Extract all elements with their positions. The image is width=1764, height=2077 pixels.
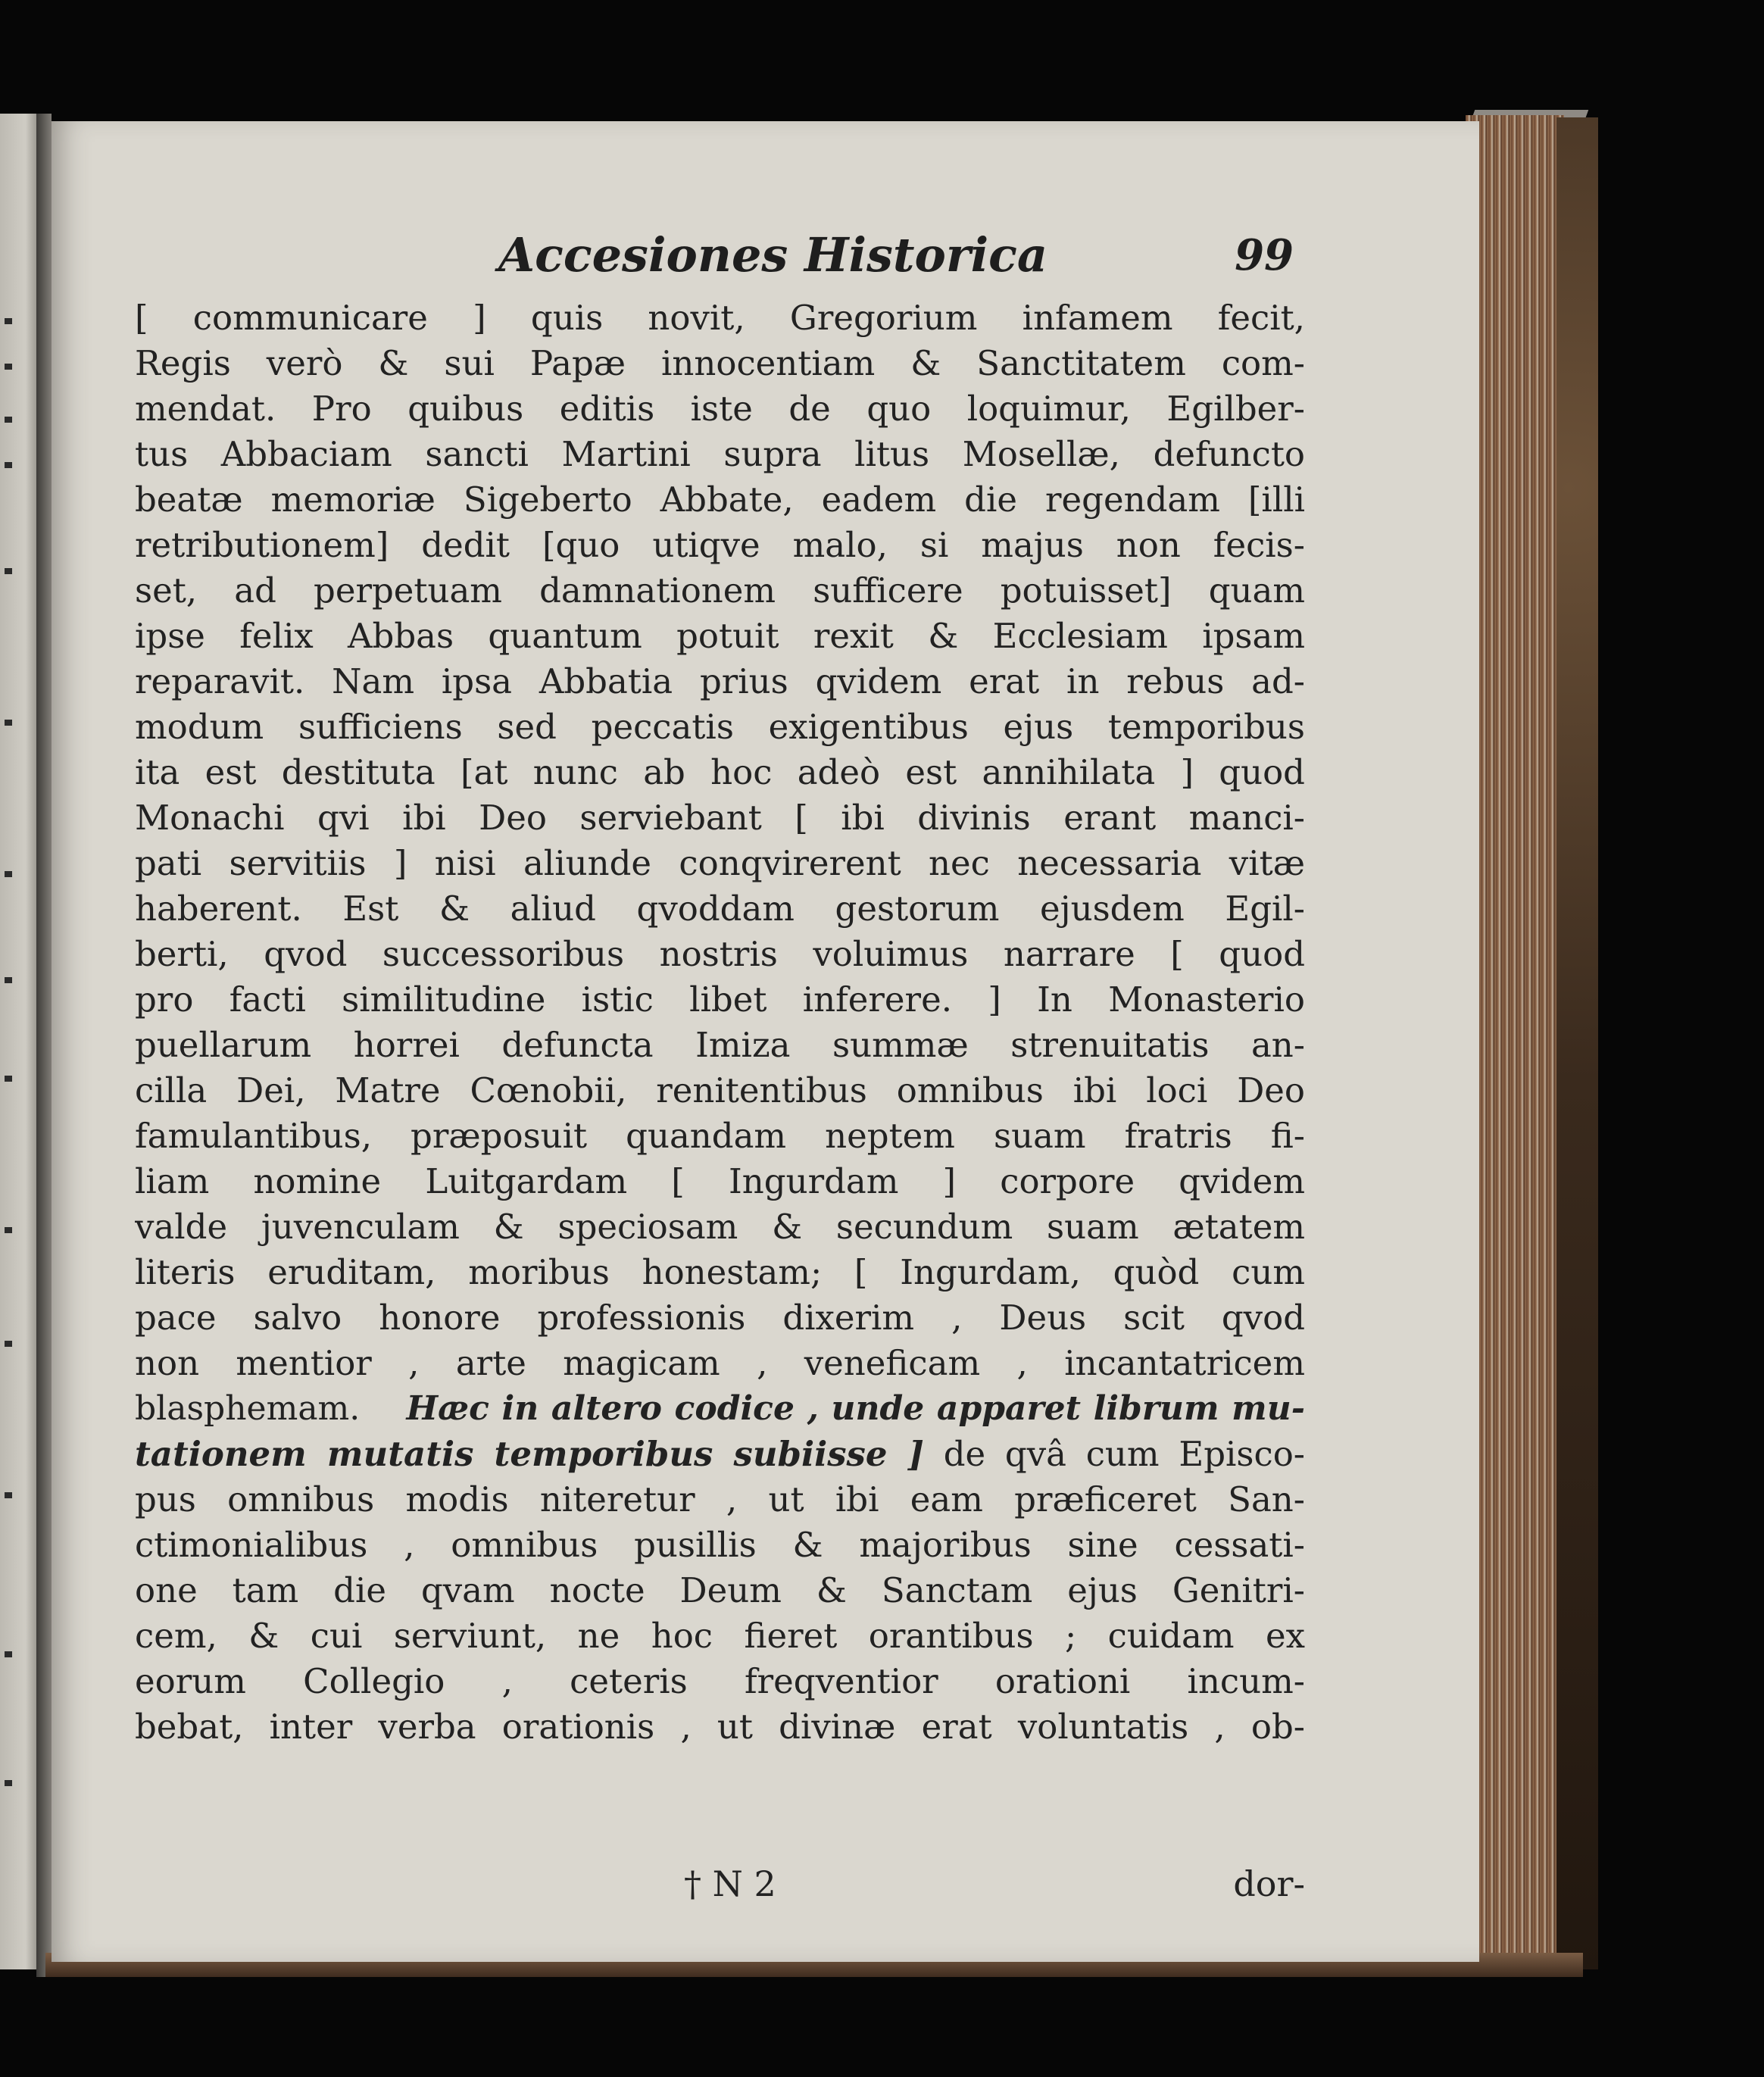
book-cover-board xyxy=(1556,117,1598,1969)
ink-mark xyxy=(5,1651,12,1657)
text-segment: de qvâ cum Episco- xyxy=(943,1434,1305,1474)
text-line: reparavit. Nam ipsa Abbatia prius qvidem erat in rebus ad- xyxy=(135,661,1305,701)
ink-mark xyxy=(5,1227,12,1233)
ink-mark xyxy=(5,720,12,726)
text-line: cilla Dei, Matre Cœnobii, renitentibus omnibus ibi loci Deo xyxy=(135,1070,1305,1110)
text-line: Monachi qvi ibi Deo serviebant [ ibi divinis erant manci- xyxy=(135,798,1305,838)
text-line: literis eruditam, moribus honestam; [ Ingurdam, quòd cum xyxy=(135,1252,1305,1292)
ink-mark xyxy=(5,568,12,574)
text-line: ita est destituta [at nunc ab hoc adeò est annihilata ] quod xyxy=(135,752,1305,792)
text-line: beatæ memoriæ Sigeberto Abbate, eadem die regendam [illi xyxy=(135,479,1305,520)
text-line: valde juvenculam & speciosam & secundum suam ætatem xyxy=(135,1207,1305,1247)
text-line: set, ad perpetuam damnationem sufficere potuisset] quam xyxy=(135,570,1305,611)
ink-mark xyxy=(5,462,12,468)
running-title: Accesiones Historica xyxy=(498,227,1048,283)
ink-mark xyxy=(5,1076,12,1082)
text-line: puellarum horrei defuncta Imiza summæ strenuitatis an- xyxy=(135,1025,1305,1065)
page-block-edge xyxy=(1466,115,1564,1963)
text-line: famulantibus, præposuit quandam neptem suam fratris fi- xyxy=(135,1116,1305,1156)
page-number: 99 xyxy=(1235,230,1294,280)
text-line: pati servitiis ] nisi aliunde conqvirerent nec necessaria vitæ xyxy=(135,843,1305,883)
catchword: dor- xyxy=(1233,1863,1305,1904)
text-line: haberent. Est & aliud qvoddam gestorum ejusdem Egil- xyxy=(135,889,1305,929)
text-line: Regis verò & sui Papæ innocentiam & Sanctitatem com- xyxy=(135,343,1305,383)
ink-mark xyxy=(5,1780,12,1786)
ink-mark xyxy=(5,977,12,983)
text-line: retributionem] dedit [quo utiqve malo, si majus non fecis- xyxy=(135,525,1305,565)
text-line: bebat, inter verba orationis , ut divinæ erat voluntatis , ob- xyxy=(135,1707,1305,1747)
text-line: berti, qvod successoribus nostris voluimus narrare [ quod xyxy=(135,934,1305,974)
ink-mark xyxy=(5,318,12,324)
page-header xyxy=(445,227,1301,295)
signature-mark: † N 2 xyxy=(684,1863,776,1904)
italic-note: tationem mutatis temporibus subiisse ] xyxy=(135,1434,924,1474)
page-footer xyxy=(135,1863,1305,1909)
text-line: modum sufficiens sed peccatis exigentibus ejus temporibus xyxy=(135,707,1305,747)
italic-note: Hæc in altero codice , unde apparet librum mu- xyxy=(406,1389,1305,1428)
ink-mark xyxy=(5,871,12,877)
text-segment: blasphemam. xyxy=(135,1389,361,1428)
text-line: ipse felix Abbas quantum potuit rexit & Ecclesiam ipsam xyxy=(135,616,1305,656)
text-line: mendat. Pro quibus editis iste de quo loquimur, Egilber- xyxy=(135,389,1305,429)
ink-mark xyxy=(5,1492,12,1498)
book-gutter xyxy=(36,114,52,1977)
ink-mark xyxy=(5,417,12,423)
text-line: liam nomine Luitgardam [ Ingurdam ] corpore qvidem xyxy=(135,1161,1305,1201)
text-line: eorum Collegio , ceteris freqventior orationi incum- xyxy=(135,1661,1305,1701)
text-line: one tam die qvam nocte Deum & Sanctam ejus Genitri- xyxy=(135,1570,1305,1610)
ink-mark xyxy=(5,1341,12,1347)
book-page xyxy=(52,121,1479,1962)
text-line: [ communicare ] quis novit, Gregorium infamem fecit, xyxy=(135,298,1305,338)
text-line: ctimonialibus , omnibus pusillis & majoribus sine cessati- xyxy=(135,1525,1305,1565)
ink-mark xyxy=(5,364,12,370)
text-line-mixed xyxy=(135,1386,1305,1432)
body-text xyxy=(135,295,1305,1750)
text-line: pro facti similitudine istic libet inferere. ] In Monasterio xyxy=(135,979,1305,1020)
text-line: cem, & cui serviunt, ne hoc fieret orantibus ; cuidam ex xyxy=(135,1616,1305,1656)
text-line: pus omnibus modis niteretur , ut ibi eam præficeret San- xyxy=(135,1479,1305,1519)
text-line: non mentior , arte magicam , veneficam , incantatricem xyxy=(135,1343,1305,1383)
text-line: pace salvo honore professionis dixerim , Deus scit qvod xyxy=(135,1298,1305,1338)
text-line: tus Abbaciam sancti Martini supra litus Mosellæ, defuncto xyxy=(135,434,1305,474)
facing-page-edge xyxy=(0,114,36,1969)
text-line-mixed xyxy=(135,1432,1305,1477)
